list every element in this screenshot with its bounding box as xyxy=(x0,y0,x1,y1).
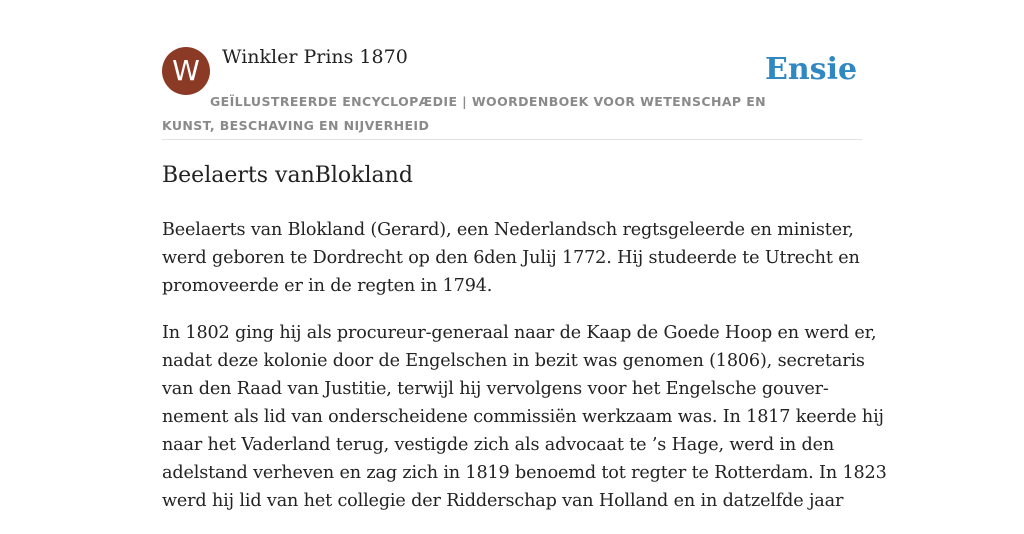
brand-logo[interactable]: Ensie xyxy=(765,52,858,87)
text-line: Beelaerts van Blokland (Gerard), een Nederlandsch regtsgeleerde en minister, xyxy=(162,220,854,240)
text-line: nadat deze kolonie door de Engelschen in bezit was genomen (1806), secretaris xyxy=(162,351,865,371)
article-body xyxy=(162,216,887,534)
text-line: In 1802 ging hij als procureur-generaal naar de Kaap de Goede Hoop en werd er, xyxy=(162,323,877,343)
text-line: promoveerde er in de regten in 1794. xyxy=(162,276,493,296)
text-line: adelstand verheven en zag zich in 1819 benoemd tot regter te Rotterdam. In 1823 xyxy=(162,463,887,483)
text-line: nement als lid van onderscheidene commissiën werkzaam was. In 1817 keerde hij xyxy=(162,407,884,427)
paragraph xyxy=(162,216,867,300)
paragraph xyxy=(162,319,887,515)
text-line: van den Raad van Justitie, terwijl hij vervolgens voor het Engelsche gouver- xyxy=(162,379,829,399)
text-line: werd hij lid van het collegie der Ridderschap van Holland en in datzelfde jaar xyxy=(162,491,844,511)
source-title[interactable]: Winkler Prins 1870 xyxy=(222,46,408,68)
source-subtitle: GEÏLLUSTREERDE ENCYCLOPÆDIE | WOORDENBOEK VOOR WETENSCHAP EN KUNST, BESCHAVING EN NIJVERHEID xyxy=(162,94,767,133)
header-divider xyxy=(162,139,862,140)
text-line: werd geboren te Dordrecht op den 6den Julij 1772. Hij studeerde te Utrecht en xyxy=(162,248,860,268)
avatar-letter: W xyxy=(172,54,200,87)
article-title: Beelaerts vanBlokland xyxy=(162,163,413,188)
text-line: naar het Vaderland terug, vestigde zich als advocaat te ’s Hage, werd in den xyxy=(162,435,835,455)
source-avatar[interactable] xyxy=(162,47,210,95)
